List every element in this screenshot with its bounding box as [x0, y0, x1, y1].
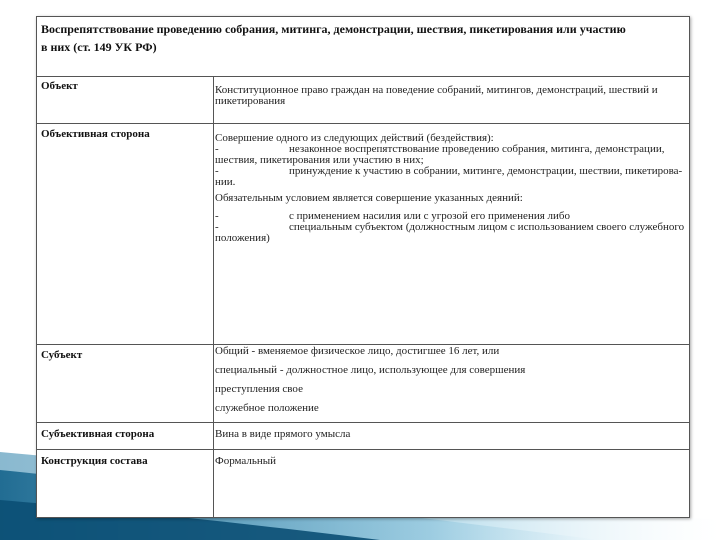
row-subject — [37, 345, 689, 423]
objective-item-1 — [215, 144, 685, 166]
subject-line-3: преступления свое — [215, 383, 303, 395]
row-objective-side — [37, 124, 689, 345]
label-objective-side: Объективная сторона — [41, 128, 150, 140]
subject-line-4: служебное положение — [215, 402, 319, 414]
value-subject — [215, 342, 685, 418]
objective-item-2 — [215, 166, 685, 188]
row-construction — [37, 450, 689, 517]
objective-item-2-text: принуждение к участию в собрании, митинге, демонстрации, шествии, пикетирова- нии. — [215, 165, 683, 188]
label-subject: Субъект — [41, 349, 83, 361]
row-subjective-side — [37, 423, 689, 450]
dash: - — [215, 221, 219, 233]
value-objective-side — [215, 133, 685, 244]
dash: - — [215, 210, 219, 222]
objective-cond-item-2-text: специальным субъектом (должностным лицом с использованием своего служебного положения) — [215, 221, 685, 244]
title-line-2: в них (ст. 149 УК РФ) — [41, 40, 157, 54]
value-construction: Формальный — [215, 455, 277, 467]
objective-cond-item-1-text: с применением насилия или с угрозой его применения либо — [289, 210, 570, 222]
row-object — [37, 76, 689, 124]
label-object: Объект — [41, 80, 78, 92]
objective-item-1-text: незаконное воспрепятствование проведению собрания, митинга, демонстрации, шествия, пикетирования или участию в них; — [215, 143, 665, 166]
value-object: Конституционное право граждан на поведение собраний, митингов, демонстраций, шествий и пикетирования — [215, 84, 658, 107]
crime-table — [36, 16, 690, 518]
dash: - — [215, 165, 219, 177]
dash: - — [215, 143, 219, 155]
label-subjective-side: Субъективная сторона — [41, 428, 155, 440]
table-title — [41, 20, 681, 56]
table-header — [37, 17, 689, 77]
value-subjective-side: Вина в виде прямого умысла — [215, 428, 351, 440]
label-construction: Конструкция состава — [41, 455, 148, 467]
objective-condition: Обязательным условием является совершение указанных деяний: — [215, 192, 523, 204]
objective-cond-item-2 — [215, 222, 685, 244]
subject-line-1: Общий - вменяемое физическое лицо, достигшее 16 лет, или — [215, 345, 500, 357]
title-line-1: Воспрепятствование проведению собрания, митинга, демонстрации, шествия, пикетирования или участию — [41, 22, 626, 36]
subject-line-2: специальный - должностное лицо, использующее для совершения — [215, 364, 526, 376]
objective-intro: Совершение одного из следующих действий (бездействия): — [215, 132, 494, 144]
